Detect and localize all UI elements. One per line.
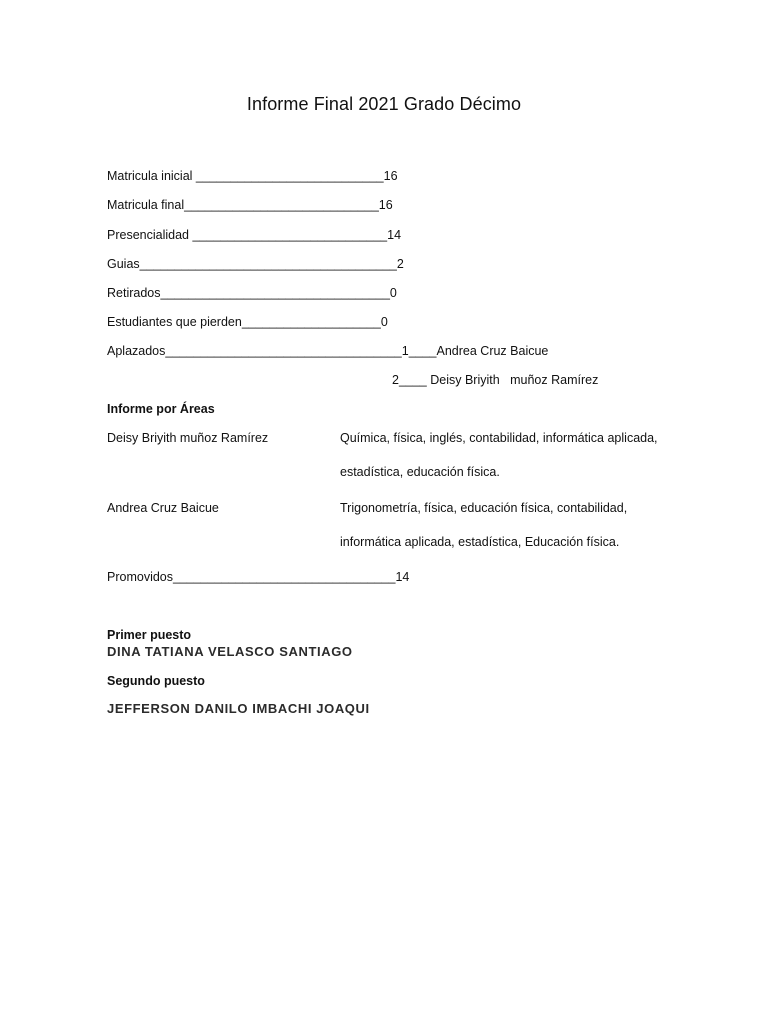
stat-leader: __________________________________ <box>165 344 402 358</box>
stat-matricula-final <box>107 197 393 213</box>
area-subjects-line: Trigonometría, física, educación física, contabilidad, <box>340 501 628 515</box>
aplazado-second <box>392 372 598 388</box>
area-student-name: Deisy Briyith muñoz Ramírez <box>107 431 269 445</box>
aplazado-second-name: ____ Deisy Briyith muñoz Ramírez <box>398 373 599 387</box>
aplazado-second-number: 2 <box>392 373 399 387</box>
stat-promovidos <box>107 569 409 585</box>
stat-matricula-inicial <box>107 168 398 184</box>
stat-label: Matricula final <box>107 198 185 212</box>
area-subjects-line: Química, física, inglés, contabilidad, informática aplicada, <box>340 431 658 445</box>
stat-label: Matricula inicial <box>107 169 193 183</box>
stat-leader: ________________________________ <box>173 570 396 584</box>
document-title: Informe Final 2021 Grado Décimo <box>246 94 522 114</box>
stat-value: 1 <box>401 344 409 358</box>
areas-heading: Informe por Áreas <box>107 402 215 416</box>
stat-leader: ____________________ <box>241 315 381 329</box>
stat-value: 14 <box>395 570 410 584</box>
stat-leader: _____________________________________ <box>139 257 397 271</box>
stat-leader: _________________________________ <box>160 286 390 300</box>
second-place-name: JEFFERSON DANILO IMBACHI JOAQUI <box>107 701 370 716</box>
stat-leader: ___________________________ <box>192 169 384 183</box>
stat-label: Presencialidad <box>107 228 189 242</box>
stat-label: Guias <box>107 257 140 271</box>
stat-value: 16 <box>383 169 398 183</box>
area-student-name: Andrea Cruz Baicue <box>107 501 219 515</box>
stat-label: Estudiantes que pierden <box>107 315 242 329</box>
stat-leader: ____________________________ <box>184 198 379 212</box>
stat-value: 0 <box>389 286 397 300</box>
aplazado-first-name: ____Andrea Cruz Baicue <box>408 344 549 358</box>
second-place-label: Segundo puesto <box>107 674 205 688</box>
stat-leader: ____________________________ <box>189 228 388 242</box>
stat-label: Promovidos <box>107 570 173 584</box>
stat-estudiantes-que-pierden <box>107 314 388 330</box>
first-place-name: DINA TATIANA VELASCO SANTIAGO <box>107 644 353 659</box>
stat-value: 2 <box>396 257 404 271</box>
stat-guias <box>107 256 404 272</box>
first-place-label: Primer puesto <box>107 628 192 642</box>
stat-label: Retirados <box>107 286 161 300</box>
stat-retirados <box>107 285 397 301</box>
stat-value: 16 <box>378 198 393 212</box>
stat-value: 0 <box>380 315 388 329</box>
area-subjects-line: informática aplicada, estadística, Educación física. <box>340 535 620 549</box>
stat-value: 14 <box>387 228 402 242</box>
stat-label: Aplazados <box>107 344 166 358</box>
area-subjects-line: estadística, educación física. <box>340 465 500 479</box>
stat-aplazados <box>107 343 548 359</box>
stat-presencialidad <box>107 227 401 243</box>
